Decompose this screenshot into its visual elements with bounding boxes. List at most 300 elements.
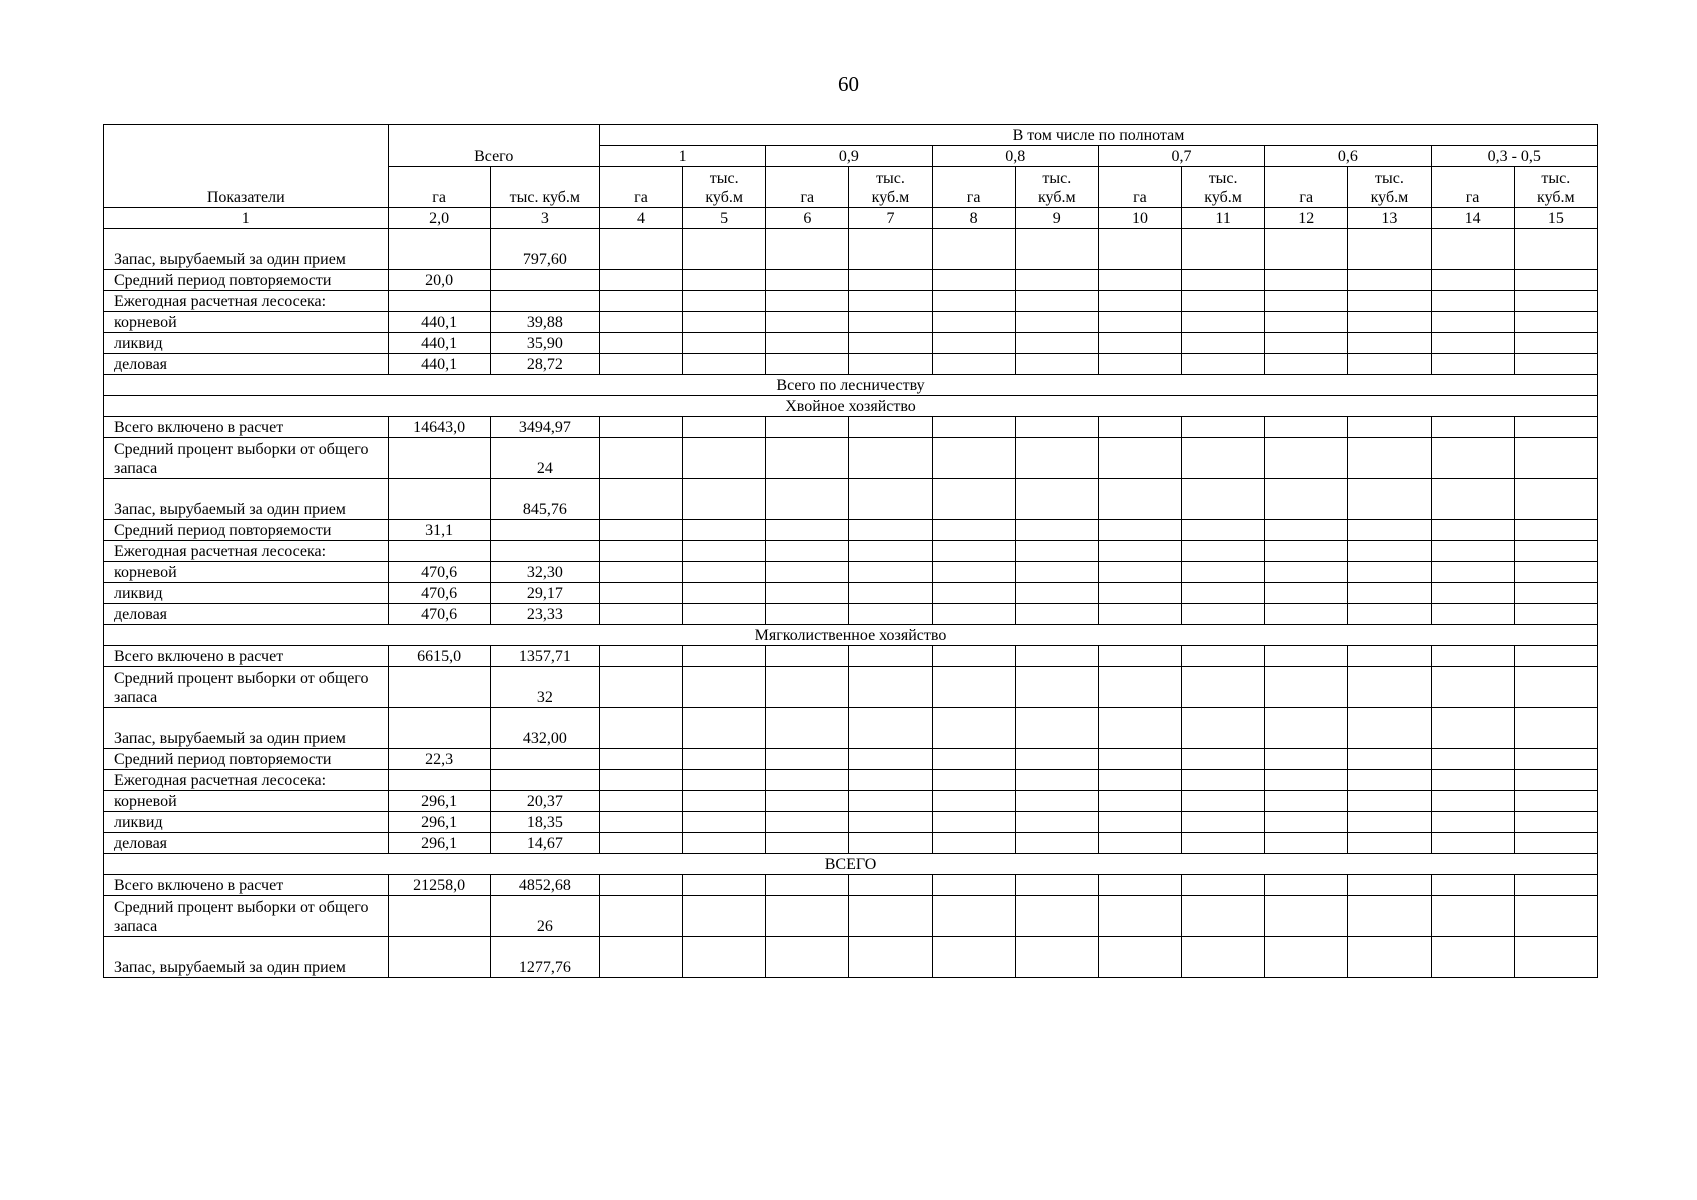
header-density: 0,8: [932, 146, 1098, 167]
cell-empty: [932, 667, 1015, 708]
row-label: Ежегодная расчетная лесосека:: [104, 541, 389, 562]
cell-empty: [1098, 270, 1181, 291]
cell-empty: [1348, 875, 1431, 896]
table-row: [104, 646, 1598, 667]
cell-empty: [683, 749, 766, 770]
cell-empty: [683, 479, 766, 520]
cell-ha: [388, 937, 490, 978]
cell-empty: [1015, 520, 1098, 541]
cell-empty: [683, 833, 766, 854]
cell-empty: [932, 875, 1015, 896]
cell-empty: [683, 708, 766, 749]
cell-empty: [1098, 583, 1181, 604]
cell-volume: 32,30: [490, 562, 599, 583]
cell-empty: [1514, 770, 1597, 791]
column-number-row: [104, 208, 1598, 229]
cell-empty: [1431, 417, 1514, 438]
cell-empty: [1098, 646, 1181, 667]
cell-empty: [932, 583, 1015, 604]
table-row: [104, 354, 1598, 375]
header-unit-ha: га: [1098, 167, 1181, 208]
cell-ha: 470,6: [388, 562, 490, 583]
row-label: Всего включено в расчет: [104, 417, 389, 438]
header-unit-volume: [1015, 167, 1098, 208]
header-density: 0,3 - 0,5: [1431, 146, 1598, 167]
cell-empty: [1015, 229, 1098, 270]
cell-empty: [1348, 646, 1431, 667]
cell-empty: [932, 229, 1015, 270]
cell-empty: [1015, 438, 1098, 479]
cell-empty: [932, 812, 1015, 833]
cell-empty: [1431, 312, 1514, 333]
cell-empty: [599, 479, 682, 520]
cell-empty: [932, 646, 1015, 667]
table-row: [104, 438, 1598, 479]
header-unit-ha: га: [766, 167, 849, 208]
cell-empty: [849, 791, 932, 812]
cell-empty: [1348, 270, 1431, 291]
cell-empty: [1348, 791, 1431, 812]
cell-empty: [1348, 312, 1431, 333]
cell-empty: [1514, 708, 1597, 749]
cell-empty: [1265, 479, 1348, 520]
unit-vol-line: куб.м: [1370, 189, 1409, 206]
cell-empty: [766, 583, 849, 604]
cell-empty: [1015, 875, 1098, 896]
header-unit-volume: [1514, 167, 1597, 208]
cell-empty: [1015, 333, 1098, 354]
cell-empty: [599, 541, 682, 562]
cell-empty: [1514, 333, 1597, 354]
cell-empty: [1348, 562, 1431, 583]
cell-empty: [766, 270, 849, 291]
table-row: [104, 812, 1598, 833]
cell-volume: [490, 749, 599, 770]
cell-empty: [1431, 333, 1514, 354]
cell-empty: [1265, 749, 1348, 770]
cell-empty: [1015, 354, 1098, 375]
cell-empty: [766, 438, 849, 479]
cell-empty: [849, 646, 932, 667]
column-number: 7: [849, 208, 932, 229]
cell-empty: [932, 833, 1015, 854]
cell-empty: [1348, 708, 1431, 749]
column-number: 9: [1015, 208, 1098, 229]
cell-empty: [766, 833, 849, 854]
cell-empty: [1182, 417, 1265, 438]
cell-empty: [1182, 229, 1265, 270]
cell-empty: [1182, 354, 1265, 375]
table-row: [104, 270, 1598, 291]
cell-empty: [1015, 812, 1098, 833]
cell-empty: [766, 937, 849, 978]
logging-table: [103, 124, 1598, 978]
row-label: ликвид: [104, 333, 389, 354]
cell-empty: [1265, 354, 1348, 375]
unit-vol-line: тыс.: [1375, 170, 1404, 187]
cell-volume: 1277,76: [490, 937, 599, 978]
cell-empty: [932, 520, 1015, 541]
cell-empty: [1098, 479, 1181, 520]
cell-empty: [1265, 520, 1348, 541]
unit-vol-line: тыс.: [876, 170, 905, 187]
cell-ha: 296,1: [388, 833, 490, 854]
cell-empty: [1348, 354, 1431, 375]
cell-empty: [1514, 646, 1597, 667]
table-row: [104, 875, 1598, 896]
header-unit-volume: [1348, 167, 1431, 208]
cell-empty: [599, 604, 682, 625]
column-number: 15: [1514, 208, 1597, 229]
cell-empty: [849, 708, 932, 749]
cell-empty: [1015, 770, 1098, 791]
cell-empty: [849, 896, 932, 937]
cell-empty: [1182, 749, 1265, 770]
section-title: Мягколиственное хозяйство: [104, 625, 1598, 646]
cell-empty: [1265, 229, 1348, 270]
table-row: [104, 417, 1598, 438]
cell-empty: [1098, 354, 1181, 375]
cell-empty: [766, 520, 849, 541]
cell-empty: [1015, 708, 1098, 749]
cell-empty: [1182, 646, 1265, 667]
cell-ha: 440,1: [388, 312, 490, 333]
cell-empty: [766, 229, 849, 270]
cell-empty: [1348, 812, 1431, 833]
column-number: 12: [1265, 208, 1348, 229]
cell-empty: [1431, 583, 1514, 604]
cell-volume: 28,72: [490, 354, 599, 375]
section-row: [104, 375, 1598, 396]
header-unit-volume: [683, 167, 766, 208]
cell-ha: [388, 770, 490, 791]
header-unit-volume: тыс. куб.м: [490, 167, 599, 208]
cell-empty: [849, 749, 932, 770]
cell-volume: [490, 291, 599, 312]
section-row: [104, 396, 1598, 417]
cell-empty: [766, 604, 849, 625]
cell-ha: 31,1: [388, 520, 490, 541]
cell-empty: [683, 270, 766, 291]
cell-empty: [766, 875, 849, 896]
table-row: [104, 896, 1598, 937]
cell-empty: [1514, 583, 1597, 604]
cell-volume: 432,00: [490, 708, 599, 749]
cell-empty: [1431, 812, 1514, 833]
cell-empty: [599, 937, 682, 978]
cell-empty: [1348, 229, 1431, 270]
cell-ha: 14643,0: [388, 417, 490, 438]
header-total: Всего: [388, 125, 599, 167]
cell-empty: [1265, 604, 1348, 625]
cell-empty: [766, 896, 849, 937]
cell-empty: [1431, 667, 1514, 708]
cell-empty: [1098, 667, 1181, 708]
cell-empty: [849, 520, 932, 541]
cell-empty: [1431, 562, 1514, 583]
cell-empty: [1265, 333, 1348, 354]
cell-empty: [1265, 291, 1348, 312]
cell-empty: [1015, 896, 1098, 937]
cell-empty: [1431, 229, 1514, 270]
cell-empty: [1431, 270, 1514, 291]
cell-empty: [766, 312, 849, 333]
cell-empty: [932, 541, 1015, 562]
cell-volume: [490, 770, 599, 791]
cell-empty: [1514, 479, 1597, 520]
section-title: Хвойное хозяйство: [104, 396, 1598, 417]
cell-empty: [932, 770, 1015, 791]
cell-empty: [1098, 791, 1181, 812]
cell-empty: [1098, 770, 1181, 791]
cell-empty: [1098, 833, 1181, 854]
row-label: ликвид: [104, 812, 389, 833]
cell-empty: [766, 646, 849, 667]
cell-empty: [683, 583, 766, 604]
row-label: корневой: [104, 562, 389, 583]
cell-empty: [1182, 604, 1265, 625]
cell-empty: [1098, 229, 1181, 270]
cell-ha: [388, 708, 490, 749]
cell-ha: 22,3: [388, 749, 490, 770]
section-row: [104, 625, 1598, 646]
cell-volume: 14,67: [490, 833, 599, 854]
cell-empty: [849, 541, 932, 562]
cell-empty: [1265, 438, 1348, 479]
cell-ha: [388, 291, 490, 312]
cell-empty: [1514, 791, 1597, 812]
cell-empty: [1514, 896, 1597, 937]
cell-empty: [1015, 291, 1098, 312]
header-unit-ha: га: [388, 167, 490, 208]
cell-empty: [599, 562, 682, 583]
cell-empty: [1348, 583, 1431, 604]
column-number: 1: [104, 208, 389, 229]
cell-empty: [683, 354, 766, 375]
cell-empty: [1182, 312, 1265, 333]
cell-empty: [599, 667, 682, 708]
cell-empty: [599, 291, 682, 312]
cell-empty: [1348, 479, 1431, 520]
cell-empty: [849, 562, 932, 583]
cell-empty: [1431, 354, 1514, 375]
row-label: Запас, вырубаемый за один прием: [104, 479, 389, 520]
cell-empty: [1015, 541, 1098, 562]
cell-empty: [1182, 896, 1265, 937]
cell-empty: [683, 646, 766, 667]
cell-empty: [1182, 541, 1265, 562]
table-row: [104, 562, 1598, 583]
cell-empty: [932, 937, 1015, 978]
cell-ha: [388, 479, 490, 520]
cell-empty: [932, 417, 1015, 438]
cell-empty: [683, 312, 766, 333]
table-row: [104, 791, 1598, 812]
cell-empty: [1514, 417, 1597, 438]
cell-empty: [1015, 667, 1098, 708]
cell-empty: [1182, 770, 1265, 791]
cell-empty: [766, 770, 849, 791]
cell-empty: [1514, 833, 1597, 854]
row-label: деловая: [104, 604, 389, 625]
cell-empty: [683, 770, 766, 791]
cell-empty: [599, 833, 682, 854]
cell-empty: [849, 812, 932, 833]
cell-empty: [1182, 833, 1265, 854]
cell-empty: [599, 270, 682, 291]
cell-empty: [1098, 812, 1181, 833]
cell-empty: [932, 312, 1015, 333]
table-row: [104, 291, 1598, 312]
cell-empty: [599, 812, 682, 833]
header-density: 0,7: [1098, 146, 1264, 167]
column-number: 2,0: [388, 208, 490, 229]
row-label: Всего включено в расчет: [104, 875, 389, 896]
cell-empty: [1265, 270, 1348, 291]
header-density: 0,9: [766, 146, 932, 167]
cell-volume: 24: [490, 438, 599, 479]
cell-empty: [1265, 770, 1348, 791]
cell-empty: [1348, 520, 1431, 541]
cell-empty: [1514, 312, 1597, 333]
cell-empty: [766, 479, 849, 520]
row-label: ликвид: [104, 583, 389, 604]
cell-empty: [1015, 562, 1098, 583]
cell-empty: [1514, 541, 1597, 562]
cell-empty: [1431, 875, 1514, 896]
cell-empty: [1431, 541, 1514, 562]
row-label: Средний процент выборки от общего запаса: [104, 438, 389, 479]
table-row: [104, 708, 1598, 749]
cell-empty: [599, 896, 682, 937]
cell-empty: [1431, 646, 1514, 667]
cell-volume: 29,17: [490, 583, 599, 604]
cell-empty: [683, 229, 766, 270]
cell-empty: [1514, 270, 1597, 291]
cell-empty: [1015, 312, 1098, 333]
unit-vol-line: тыс.: [1042, 170, 1072, 187]
cell-ha: 440,1: [388, 354, 490, 375]
cell-empty: [1348, 667, 1431, 708]
cell-empty: [1015, 749, 1098, 770]
cell-empty: [849, 354, 932, 375]
table-header: [104, 125, 1598, 229]
unit-vol-line: куб.м: [871, 189, 910, 206]
cell-empty: [599, 229, 682, 270]
cell-empty: [1348, 541, 1431, 562]
cell-empty: [932, 791, 1015, 812]
cell-empty: [849, 312, 932, 333]
column-number: 3: [490, 208, 599, 229]
cell-empty: [1182, 791, 1265, 812]
cell-empty: [766, 333, 849, 354]
column-number: 6: [766, 208, 849, 229]
column-number: 8: [932, 208, 1015, 229]
cell-empty: [1514, 604, 1597, 625]
cell-empty: [1265, 791, 1348, 812]
cell-empty: [932, 438, 1015, 479]
cell-empty: [683, 417, 766, 438]
cell-empty: [1182, 667, 1265, 708]
table-row: [104, 520, 1598, 541]
row-label: корневой: [104, 312, 389, 333]
cell-empty: [1098, 937, 1181, 978]
cell-empty: [932, 708, 1015, 749]
cell-empty: [1182, 937, 1265, 978]
header-indicators: Показатели: [104, 125, 389, 208]
cell-volume: 39,88: [490, 312, 599, 333]
cell-empty: [1348, 333, 1431, 354]
row-label: Средний период повторяемости: [104, 270, 389, 291]
header-unit-ha: га: [1431, 167, 1514, 208]
cell-empty: [1182, 708, 1265, 749]
row-label: Ежегодная расчетная лесосека:: [104, 770, 389, 791]
cell-empty: [1265, 708, 1348, 749]
unit-vol-line: тыс.: [1208, 170, 1238, 187]
cell-empty: [599, 354, 682, 375]
unit-vol-line: тыс.: [709, 170, 739, 187]
row-label: Запас, вырубаемый за один прием: [104, 937, 389, 978]
cell-empty: [1514, 438, 1597, 479]
cell-empty: [1015, 604, 1098, 625]
cell-empty: [683, 875, 766, 896]
cell-empty: [849, 833, 932, 854]
cell-empty: [1265, 833, 1348, 854]
cell-empty: [599, 791, 682, 812]
cell-empty: [932, 333, 1015, 354]
cell-empty: [1265, 667, 1348, 708]
cell-empty: [1514, 520, 1597, 541]
cell-empty: [1098, 438, 1181, 479]
cell-empty: [1514, 812, 1597, 833]
header-unit-volume: [1182, 167, 1265, 208]
cell-empty: [1015, 583, 1098, 604]
cell-empty: [1098, 896, 1181, 937]
cell-volume: [490, 541, 599, 562]
cell-empty: [1431, 749, 1514, 770]
cell-volume: 20,37: [490, 791, 599, 812]
cell-empty: [1098, 749, 1181, 770]
cell-empty: [766, 708, 849, 749]
cell-ha: [388, 896, 490, 937]
cell-empty: [599, 333, 682, 354]
cell-empty: [1431, 791, 1514, 812]
cell-volume: 23,33: [490, 604, 599, 625]
cell-volume: 32: [490, 667, 599, 708]
cell-empty: [683, 937, 766, 978]
cell-empty: [599, 875, 682, 896]
cell-volume: 18,35: [490, 812, 599, 833]
cell-empty: [599, 417, 682, 438]
section-title: ВСЕГО: [104, 854, 1598, 875]
cell-empty: [932, 896, 1015, 937]
table-row: [104, 479, 1598, 520]
cell-volume: 797,60: [490, 229, 599, 270]
cell-empty: [1514, 937, 1597, 978]
cell-empty: [1182, 583, 1265, 604]
cell-ha: [388, 541, 490, 562]
cell-empty: [932, 479, 1015, 520]
cell-empty: [1514, 562, 1597, 583]
row-label: корневой: [104, 791, 389, 812]
row-label: Всего включено в расчет: [104, 646, 389, 667]
cell-empty: [849, 229, 932, 270]
cell-empty: [1098, 312, 1181, 333]
cell-empty: [1182, 333, 1265, 354]
cell-empty: [932, 749, 1015, 770]
column-number: 5: [683, 208, 766, 229]
cell-volume: [490, 270, 599, 291]
